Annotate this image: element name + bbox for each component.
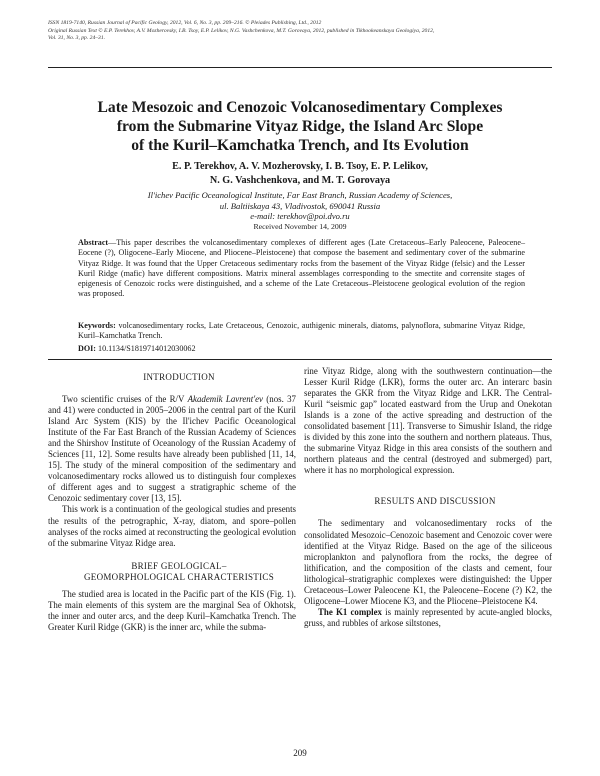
journal-header — [48, 20, 558, 43]
ship-name: Akademik Lavrent'ev — [187, 394, 263, 404]
introduction-heading: INTRODUCTION — [143, 372, 215, 382]
affiliation-line-2: ul. Baltiiskaya 43, Vladivostok, 690041 Russia — [219, 200, 381, 211]
brief-heading-line-1: BRIEF GEOLOGICAL– — [131, 560, 227, 571]
authors-line-2: N. G. Vashchenkova, and M. T. Gorovaya — [209, 175, 391, 186]
header-line-3: Vol. 31, No. 3, pp. 24–31. — [48, 35, 106, 42]
header-line-1: ISSN 1819-7140, Russian Journal of Pacific Geology, 2012, Vol. 6, No. 3, pp. 209–216. © Pleiades Publishing, Ltd., 2012 — [48, 20, 322, 26]
brief-heading-line-2: GEOMORPHOLOGICAL CHARACTERISTICS — [83, 571, 275, 582]
right-column — [304, 366, 552, 629]
keywords-text: volcanosedimentary rocks, Late Cretaceous, Cenozoic, authigenic minerals, diatoms, palynoflora, submarine Vityaz Ridge, Kuril–Kamchatka Trench. — [78, 321, 525, 341]
geology-paragraph: rine Vityaz Ridge, along with the southwestern continuation—the Lesser Kuril Ridge (LKR), forms the outer arc. An interarc basin separates the GKR from the Vityaz Ridge and LKR. The Central-Kuril “seismic gap” located eastward from the Urup and Onekotan Islands is a zone of the active spreading and destruction of the consolidated basement [11]. Transverse to Simushir Island, the ridge is divided by this zone into the southern and northern plateaus. Thus, the submarine Vityaz Ridge in this area consists of the southern and northern plateaus and the central (destroyed and submerged) part, where it has no morphological expression. — [304, 366, 552, 476]
body-columns — [48, 366, 552, 740]
abstract-rule — [48, 359, 552, 360]
k1-complex-label: The K1 complex — [318, 606, 382, 617]
intro-paragraph-1 — [48, 394, 296, 504]
intro-text-a: Two scientific cruises of the R/V — [62, 394, 188, 404]
results-paragraph-1: The sedimentary and volcanosedimentary rocks of the consolidated Mesozoic–Cenozoic basement and Cenozoic cover were identified at the Vityaz Ridge. Based on the age of the siliceous microplankton and palynoflora from the rocks, the degree of lithification, and the composition of the clasts and cement, four lithological–stratigraphic complexes were distinguished: the Upper Cretaceous–Lower Paleocene K1, the Paleocene–Eocene (?) K2, the Oligocene–Lower Miocene K3, and the Pliocene–Pleistocene K4. — [304, 518, 552, 606]
doi — [78, 344, 525, 354]
doi-label: DOI: — [78, 344, 96, 353]
results-heading: RESULTS AND DISCUSSION — [374, 496, 496, 507]
keywords — [78, 321, 525, 342]
header-rule — [48, 67, 552, 68]
paper-title — [40, 98, 560, 155]
abstract — [78, 238, 525, 300]
doi-text: 10.1134/S1819714012030062 — [96, 344, 196, 353]
authors — [40, 160, 560, 188]
affiliation-line-1: Il'ichev Pacific Oceanological Institute, Far East Branch, Russian Academy of Sciences, — [147, 190, 453, 200]
page-number: 209 — [293, 748, 307, 758]
results-paragraph-2 — [304, 607, 552, 629]
header-line-2: Original Russian Text © E.P. Terekhov, A.V. Mozherovsky, I.B. Tsoy, E.P. Lelikov, N.G. Vashchenkova, M.T. Gorovaya, 2012, published in Tikhookeanskaya Geologiya, 2012, — [48, 27, 435, 34]
abstract-text: —This paper describes the volcanosedimentary complexes of different ages (Late Cretaceous–Early Paleocene, Paleocene–Eocene (?), Oligocene–Early Miocene, and Pliocene–Pleistocene) that compose the basement and sedimentary cover of the submarine Vityaz Ridge. It was found that the Upper Cretaceous sedimentary rocks from the basement of the Vityaz Ridge (felsic) and the Lesser Kuril Ridge (mafic) have different compositions. Matrix mineral assemblages corresponding to the smectite and corrensite stages of epigenesis of Cenozoic rocks were distinguished, and a scheme of the Late Cretaceous–Pleistocene geological evolution of the region was proposed. — [78, 238, 525, 299]
received-date: Received November 14, 2009 — [253, 222, 347, 231]
author-email: e-mail: terekhov@poi.dvo.ru — [250, 211, 350, 221]
title-line-2: from the Submarine Vityaz Ridge, the Island Arc Slope — [116, 118, 484, 135]
title-line-1: Late Mesozoic and Cenozoic Volcanosedimentary Complexes — [97, 99, 503, 116]
authors-line-1: E. P. Terekhov, A. V. Mozherovsky, I. B. Tsoy, E. P. Lelikov, — [172, 161, 428, 172]
brief-paragraph-1: The studied area is located in the Pacific part of the KIS (Fig. 1). The main elements of this system are the marginal Sea of Okhotsk, the inner and outer arcs, and the deep Kuril–Kamchatka Trench. The Greater Kuril Ridge (GKR) is the inner arc, while the subma- — [48, 588, 296, 632]
title-line-3: of the Kuril–Kamchatka Trench, and Its Evolution — [131, 137, 469, 154]
k1-complex-text: is mainly represented by acute-angled blocks, gruss, and rubbles of arkose siltstones, — [304, 606, 552, 628]
intro-paragraph-2: This work is a continuation of the geological studies and presents the results of the petrographic, X-ray, diatom, and spore–pollen analyses of the rocks aimed at reconstructing the geological evolution of the submarine Vityaz Ridge area. — [48, 504, 296, 548]
left-column — [48, 366, 296, 633]
keywords-label: Keywords: — [78, 321, 116, 330]
intro-text-b: (nos. 37 and 41) were conducted in 2005–2006 in the central part of the Kuril Island Arc System (KIS) by the Il'ichev Pacific Oceanological Institute of the Far East Branch of the Russian Academy of Sciences and the Shirshov Institute of Oceanology of the Russian Academy of Sciences [11, 12]. Some results have already been published [11, 14, 15]. The study of the mineral composition of the sedimentary and volcanosedimentary rocks allowed us to distinguish four complexes of different ages and to suggest a stratigraphic scheme of the Cenozoic sedimentary cover [13, 15]. — [48, 394, 296, 504]
abstract-label: Abstract — [78, 238, 109, 247]
affiliation — [40, 190, 560, 222]
